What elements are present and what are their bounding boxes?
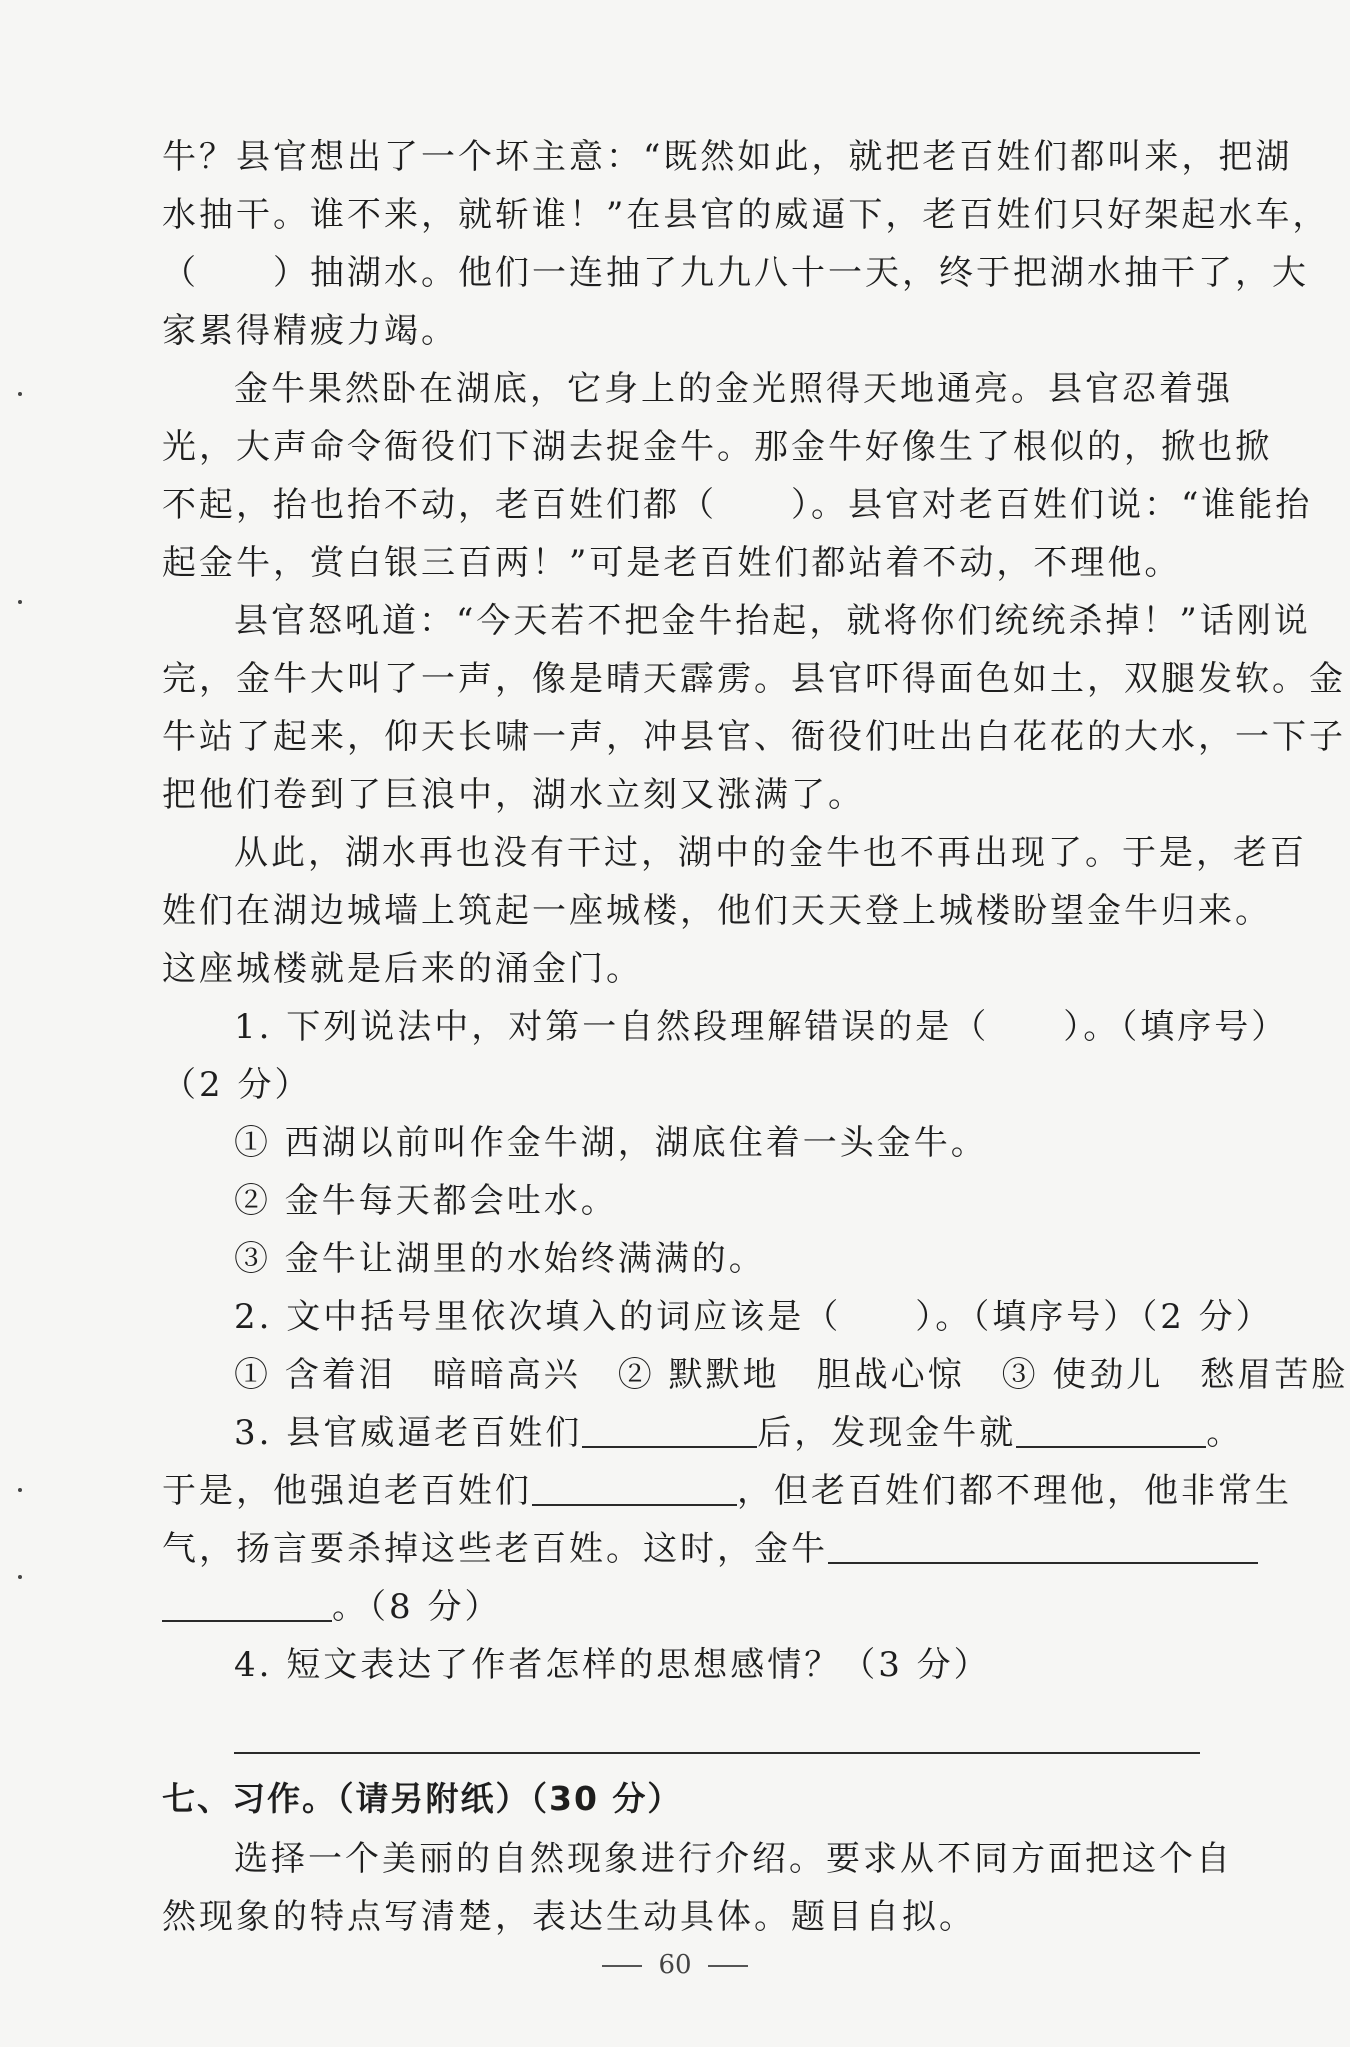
question-4-answer-line xyxy=(162,1694,1202,1758)
text-line: 县官怒吼道：“今天若不把金牛抬起，就将你们统统杀掉！”话刚说 xyxy=(234,601,1311,641)
text-line: 选择一个美丽的自然现象进行介绍。要求从不同方面把这个自 xyxy=(234,1839,1233,1879)
page-footer xyxy=(0,1950,1350,1980)
page-number: 60 xyxy=(658,1950,692,1980)
question-3-text: 。 xyxy=(1206,1413,1244,1453)
text-line: 然现象的特点写清楚，表达生动具体。题目自拟。 xyxy=(162,1897,976,1937)
question-3-line xyxy=(162,1462,1292,1520)
question-2 xyxy=(162,1288,1349,1404)
question-1-score: （2 分） xyxy=(162,1065,312,1105)
story-paragraph-1 xyxy=(162,128,1330,360)
text-line: 完，金牛大叫了一声，像是晴天霹雳。县官吓得面色如土，双腿发软。金 xyxy=(162,659,1346,699)
question-1-option: ② 金牛每天都会吐水。 xyxy=(234,1181,618,1221)
question-1 xyxy=(162,998,1289,1288)
text-line: 不起，抬也抬不动，老百姓们都（ ）。县官对老百姓们说：“谁能抬 xyxy=(162,485,1313,525)
margin-dot xyxy=(18,600,22,604)
answer-blank[interactable] xyxy=(582,1406,757,1448)
question-1-option: ① 西湖以前叫作金牛湖，湖底住着一头金牛。 xyxy=(234,1123,988,1163)
text-line: 金牛果然卧在湖底，它身上的金光照得天地通亮。县官忍着强 xyxy=(234,369,1233,409)
story-paragraph-4 xyxy=(162,824,1307,998)
question-3-text: 气，扬言要杀掉这些老百姓。这时，金牛 xyxy=(162,1529,828,1569)
text-line: 水抽干。谁不来，就斩谁！”在县官的威逼下，老百姓们只好架起水车， xyxy=(162,195,1330,235)
worksheet-page xyxy=(162,128,1349,1946)
footer-dash xyxy=(708,1965,748,1967)
story-paragraph-2 xyxy=(162,360,1313,592)
question-3-text: 于是，他强迫老百姓们 xyxy=(162,1471,532,1511)
text-line: 家累得精疲力竭。 xyxy=(162,311,458,351)
margin-dot xyxy=(18,1488,22,1492)
answer-blank[interactable] xyxy=(828,1522,1258,1564)
section-7 xyxy=(162,1768,1233,1946)
question-3 xyxy=(162,1404,1292,1636)
question-4-text: 4. 短文表达了作者怎样的思想感情？（3 分） xyxy=(234,1645,991,1685)
question-3-line xyxy=(162,1578,1202,1636)
text-line: 从此，湖水再也没有干过，湖中的金牛也不再出现了。于是，老百 xyxy=(234,833,1307,873)
question-2-text: 2. 文中括号里依次填入的词应该是（ ）。（填序号）（2 分） xyxy=(234,1297,1273,1337)
margin-dot xyxy=(18,392,22,396)
question-1-option: ③ 金牛让湖里的水始终满满的。 xyxy=(234,1239,766,1279)
text-line: 姓们在湖边城墙上筑起一座城楼，他们天天登上城楼盼望金牛归来。 xyxy=(162,891,1272,931)
answer-blank[interactable] xyxy=(234,1712,1200,1754)
question-3-text: 后，发现金牛就 xyxy=(757,1413,1017,1453)
question-2-options: ① 含着泪 暗暗高兴 ② 默默地 胆战心惊 ③ 使劲儿 愁眉苦脸 xyxy=(234,1355,1349,1395)
question-3-text: ，但老百姓们都不理他，他非常生 xyxy=(737,1471,1292,1511)
footer-dash xyxy=(602,1965,642,1967)
text-line: 起金牛，赏白银三百两！”可是老百姓们都站着不动，不理他。 xyxy=(162,543,1182,583)
question-3-text: 3. 县官威逼老百姓们 xyxy=(234,1413,583,1453)
story-paragraph-3 xyxy=(162,592,1346,824)
text-line: 把他们卷到了巨浪中，湖水立刻又涨满了。 xyxy=(162,775,865,815)
text-line: 牛站了起来，仰天长啸一声，冲县官、衙役们吐出白花花的大水，一下子 xyxy=(162,717,1346,757)
text-line: 光，大声命令衙役们下湖去捉金牛。那金牛好像生了根似的，掀也掀 xyxy=(162,427,1272,467)
text-line: 牛？县官想出了一个坏主意：“既然如此，就把老百姓们都叫来，把湖 xyxy=(162,137,1293,177)
answer-blank[interactable] xyxy=(162,1580,332,1622)
answer-blank[interactable] xyxy=(1016,1406,1206,1448)
question-4 xyxy=(162,1636,1202,1758)
question-3-line xyxy=(162,1520,1202,1578)
question-1-text: 1. 下列说法中，对第一自然段理解错误的是（ ）。（填序号） xyxy=(234,1007,1289,1047)
text-line: （ ）抽湖水。他们一连抽了九九八十一天，终于把湖水抽干了，大 xyxy=(162,253,1309,293)
margin-dot xyxy=(18,1575,22,1579)
answer-blank[interactable] xyxy=(532,1464,737,1506)
text-line: 这座城楼就是后来的涌金门。 xyxy=(162,949,643,989)
question-3-line xyxy=(162,1404,1244,1462)
question-3-score: 。（8 分） xyxy=(332,1587,502,1627)
section-7-heading: 七、习作。（请另附纸）（30 分） xyxy=(162,1779,683,1818)
